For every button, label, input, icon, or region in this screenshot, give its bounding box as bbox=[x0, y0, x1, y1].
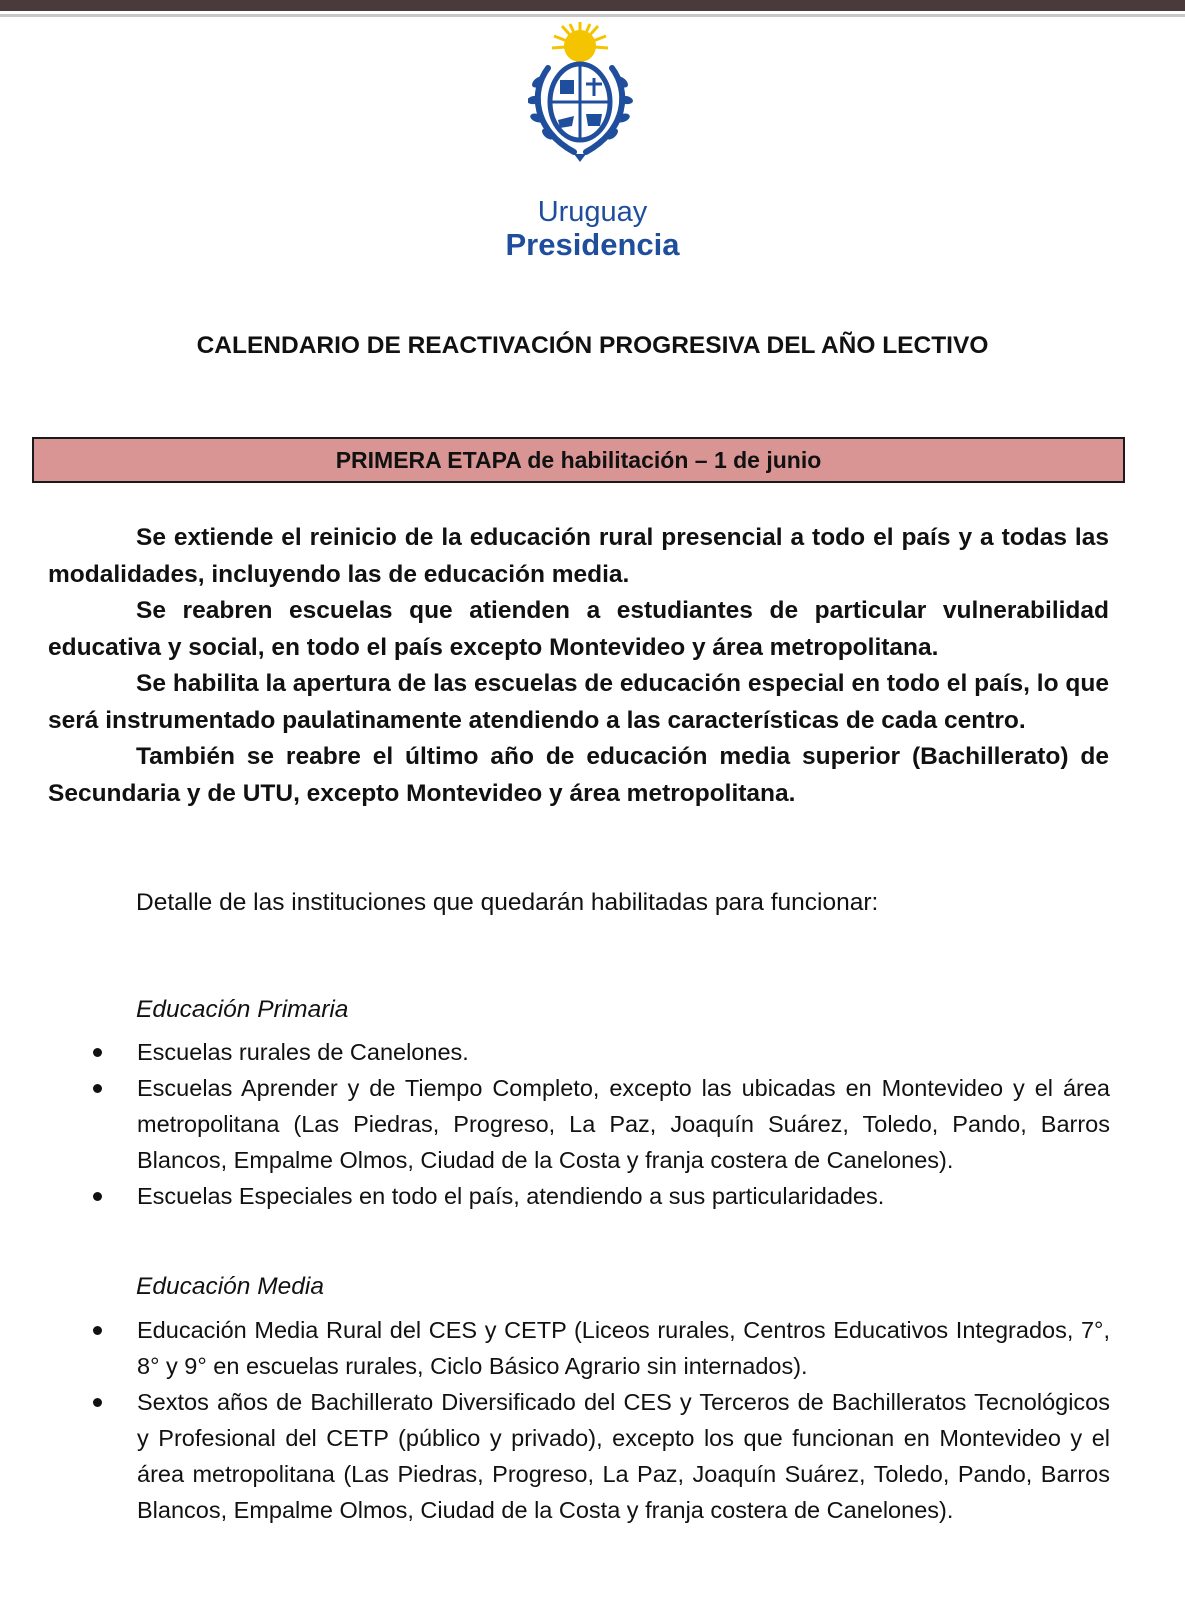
intro-paragraph: Se reabren escuelas que atienden a estudiantes de particular vulnerabilidad educativa y social, en todo el país excepto Montevideo y área metropolitana. bbox=[48, 597, 1109, 661]
intro-paragraph: Se habilita la apertura de las escuelas de educación especial en todo el país, lo que será instrumentado paulatinamente atendiendo a las características de cada centro. bbox=[48, 670, 1109, 734]
top-bar bbox=[0, 0, 1185, 11]
intro-paragraph: También se reabre el último año de educación media superior (Bachillerato) de Secundaria y de UTU, excepto Montevideo y área metropolitana. bbox=[48, 743, 1109, 807]
list-item bbox=[0, 1034, 1110, 1070]
list-item bbox=[0, 1312, 1110, 1384]
detail-line: Detalle de las instituciones que quedarán habilitadas para funcionar: bbox=[136, 889, 879, 916]
bullet-icon bbox=[93, 1398, 102, 1407]
section-title-primaria: Educación Primaria bbox=[136, 996, 349, 1023]
document-title: CALENDARIO DE REACTIVACIÓN PROGRESIVA DEL AÑO LECTIVO bbox=[196, 332, 989, 359]
list-item bbox=[0, 1384, 1110, 1528]
intro-paragraphs bbox=[48, 520, 1109, 812]
top-divider bbox=[0, 14, 1185, 17]
section-title-media: Educación Media bbox=[136, 1273, 324, 1300]
intro-paragraph: Se extiende el reinicio de la educación rural presencial a todo el país y a todas las modalidades, incluyendo las de educación media. bbox=[48, 524, 1109, 588]
bullet-icon bbox=[93, 1192, 102, 1201]
presidencia-logo bbox=[400, 198, 785, 260]
logo-line-uruguay: Uruguay bbox=[537, 196, 648, 228]
list-item-text: Escuelas Aprender y de Tiempo Completo, excepto las ubicadas en Montevideo y el área metropolitana (Las Piedras, Progreso, La Paz, Joaquín Suárez, Toledo, Pando, Barros Blancos, Empalme Olmos, Ciudad de la Costa y franja costera de Canelones). bbox=[137, 1075, 1110, 1173]
list-item bbox=[0, 1070, 1110, 1178]
list-media bbox=[0, 1312, 1110, 1528]
list-item-text: Escuelas rurales de Canelones. bbox=[137, 1039, 469, 1065]
stage-heading: PRIMERA ETAPA de habilitación – 1 de junio bbox=[32, 437, 1125, 483]
list-item-text: Educación Media Rural del CES y CETP (Liceos rurales, Centros Educativos Integrados, 7°, 8° y 9° en escuelas rurales, Ciclo Básico Agrario sin internados). bbox=[137, 1317, 1110, 1379]
list-item bbox=[0, 1178, 1110, 1214]
bullet-icon bbox=[93, 1326, 102, 1335]
bullet-icon bbox=[93, 1084, 102, 1093]
list-primaria bbox=[0, 1034, 1110, 1214]
list-item-text: Sextos años de Bachillerato Diversificado del CES y Terceros de Bachilleratos Tecnológicos y Profesional del CETP (público y privado), excepto los que funcionan en Montevideo y el área metropolitana (Las Piedras, Progreso, La Paz, Joaquín Suárez, Toledo, Pando, Barros Blancos, Empalme Olmos, Ciudad de la Costa y franja costera de Canelones). bbox=[137, 1389, 1110, 1523]
bullet-icon bbox=[93, 1048, 102, 1057]
logo-line-presidencia: Presidencia bbox=[505, 227, 680, 262]
list-item-text: Escuelas Especiales en todo el país, atendiendo a sus particularidades. bbox=[137, 1183, 885, 1209]
coat-of-arms-icon bbox=[528, 22, 658, 162]
